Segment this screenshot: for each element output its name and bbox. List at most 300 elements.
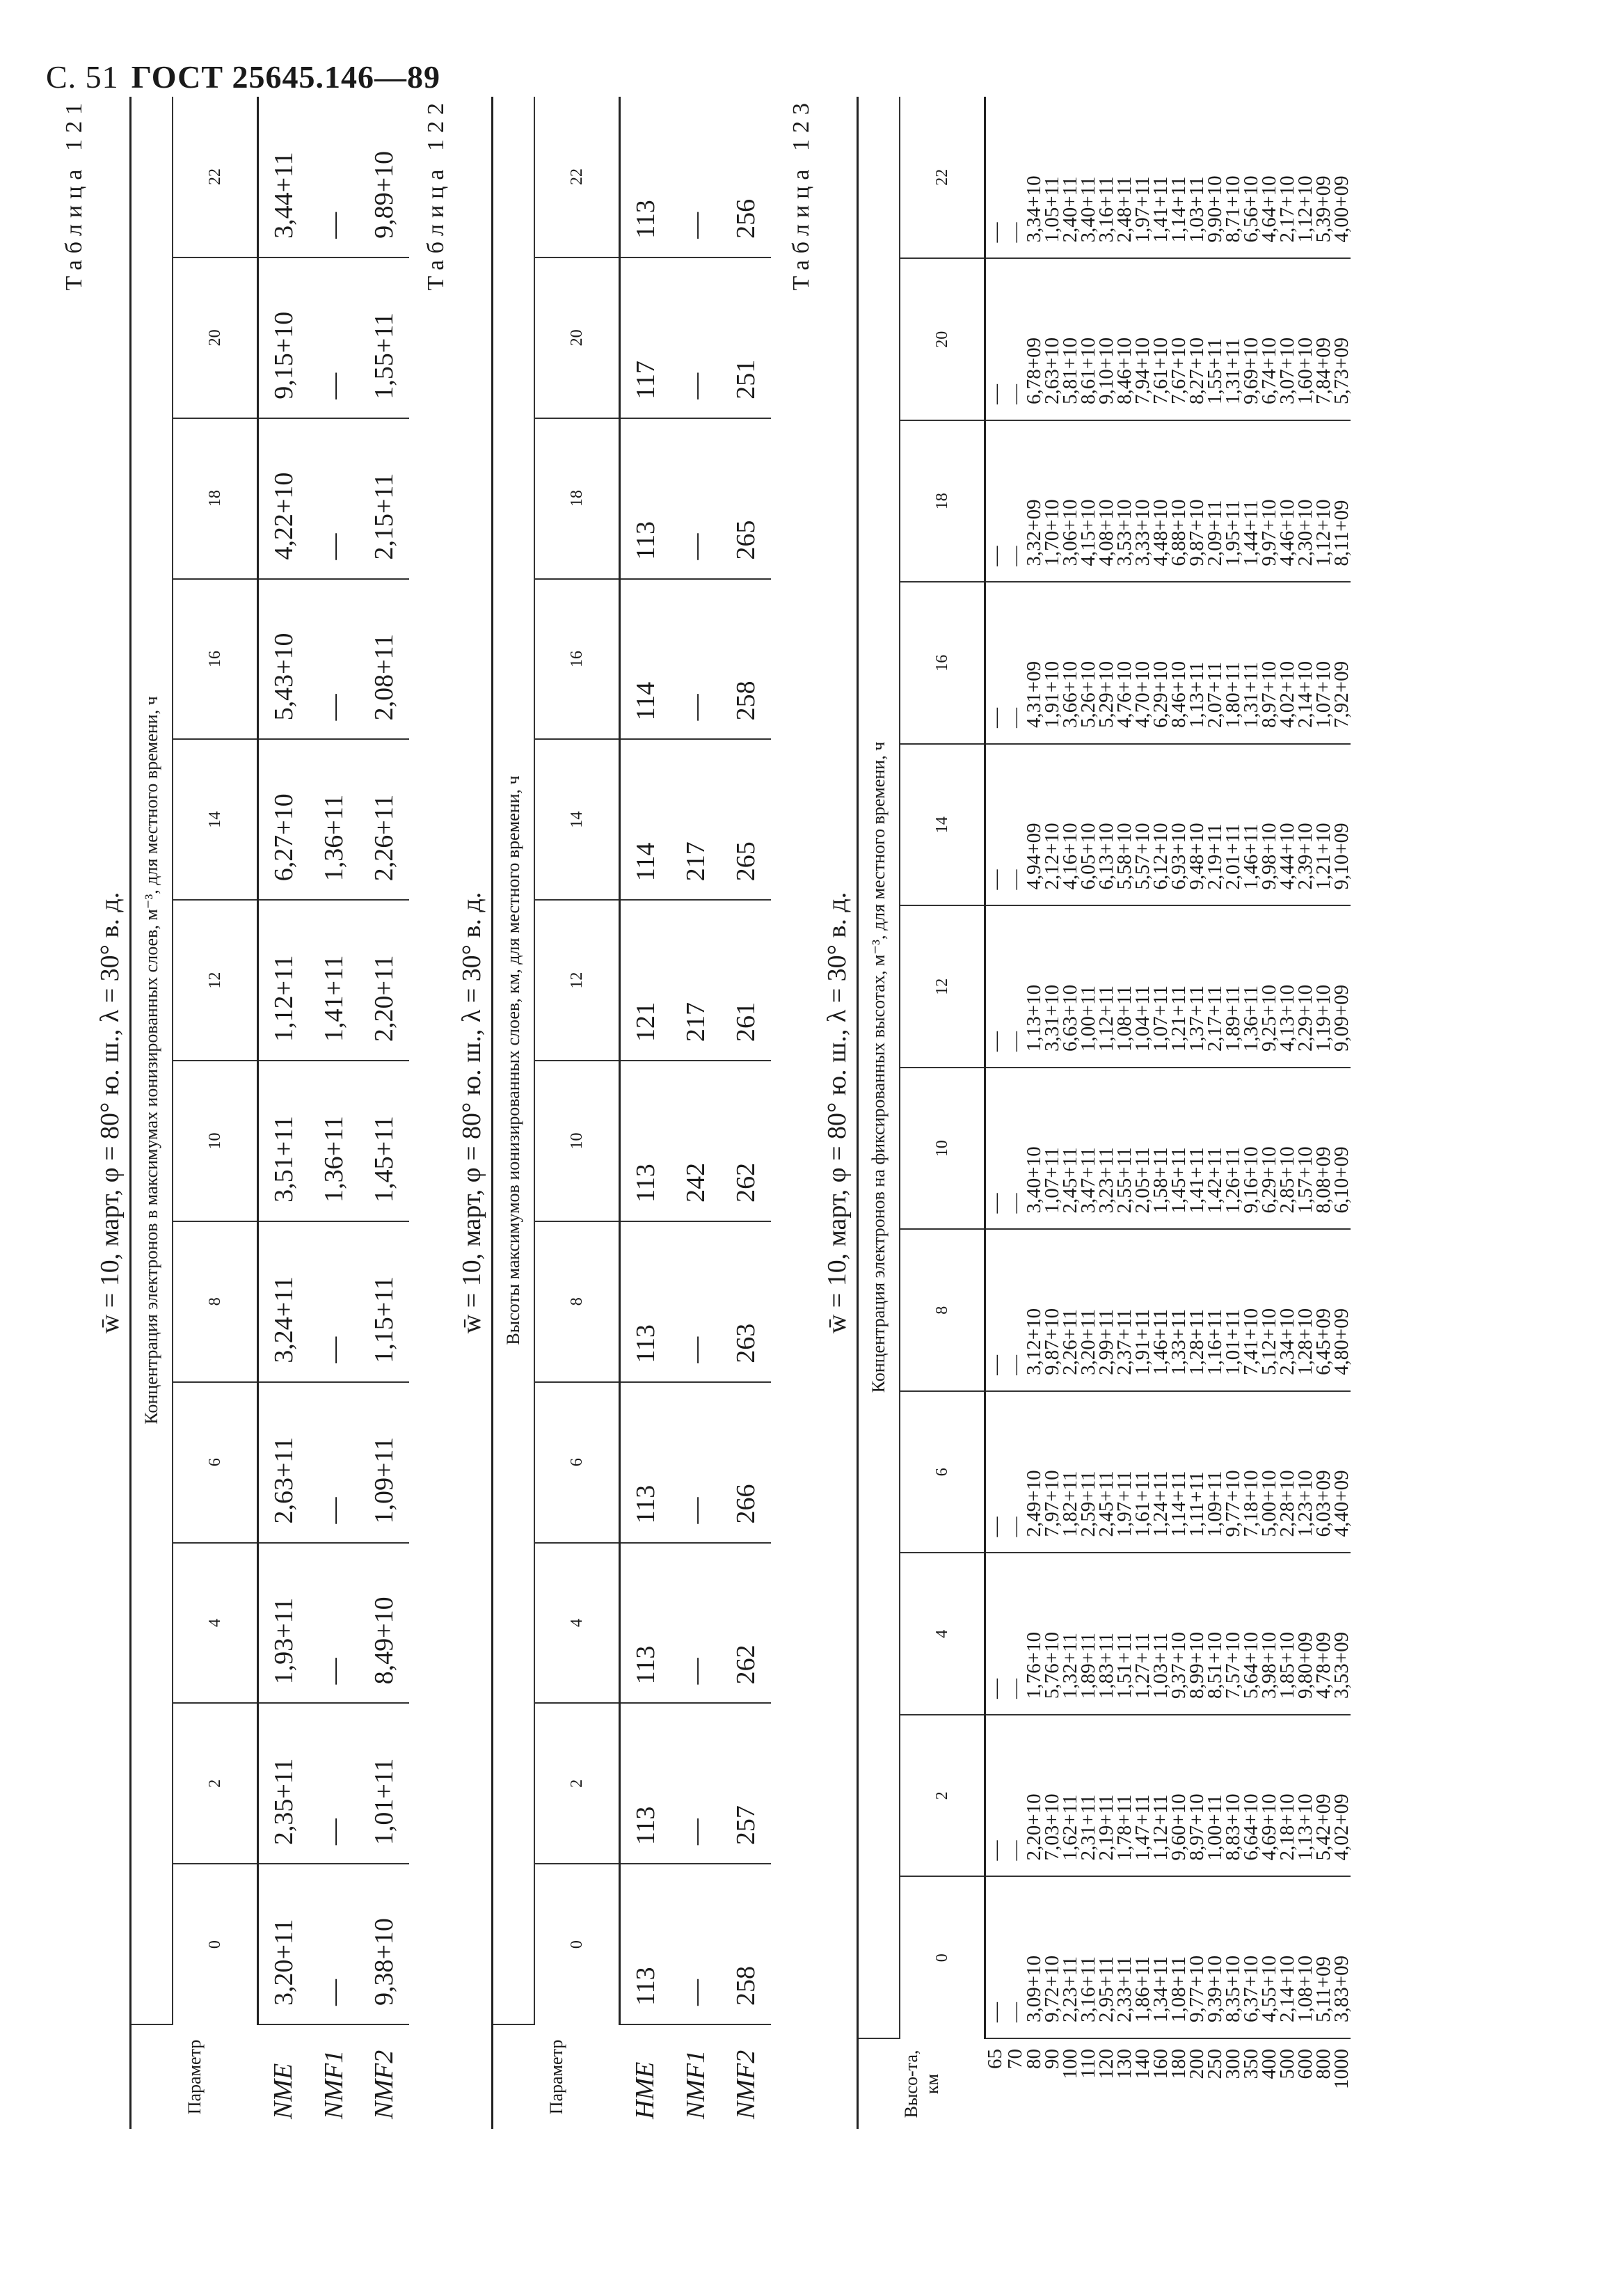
time-column-header: 14 <box>534 739 620 900</box>
row-label: 120 <box>1095 2049 1117 2079</box>
table-cell: — <box>309 257 359 418</box>
table-cell: 5,26+10 <box>1079 582 1097 745</box>
time-column-header: 14 <box>173 739 258 900</box>
table-cell: 6,88+10 <box>1170 420 1188 582</box>
table-cell: 2,01+11 <box>1224 744 1242 906</box>
table-cell: 7,94+10 <box>1133 259 1152 421</box>
table-cell: 6,78+09 <box>1025 259 1043 421</box>
time-column-header: 2 <box>173 1703 258 1864</box>
table-cell: — <box>985 1230 1006 1392</box>
table-cell: 5,29+10 <box>1097 582 1115 745</box>
table-cell: 8,49+10 <box>359 1543 409 1704</box>
row-label: 100 <box>1059 2049 1081 2079</box>
table-cell: 2,05+11 <box>1133 1068 1152 1230</box>
table-title: w̄ = 10, март, φ = 80° ю. ш., λ = 30° в. д. <box>457 891 486 1334</box>
table-cell: 3,40+11 <box>1079 97 1097 259</box>
table-cell: 9,87+10 <box>1188 420 1206 582</box>
table-cell: 8,97+10 <box>1188 1715 1206 1877</box>
table-cell: 1,97+11 <box>1133 97 1152 259</box>
row-label: 140 <box>1131 2049 1154 2079</box>
time-column-header: 16 <box>534 579 620 740</box>
table-cell: 4,02+09 <box>1332 1715 1351 1877</box>
table-cell: 1,55+11 <box>359 257 409 418</box>
table-cell: 1,05+11 <box>1043 97 1061 259</box>
time-column-header: 20 <box>534 257 620 418</box>
table-cell: 4,08+10 <box>1097 420 1115 582</box>
table-cell: 1,33+11 <box>1170 1230 1188 1392</box>
table-cell: 7,61+10 <box>1152 259 1170 421</box>
table-cell: — <box>309 579 359 740</box>
table-cell: 3,98+10 <box>1260 1553 1278 1715</box>
table-cell: — <box>1005 259 1025 421</box>
table-cell: 5,12+10 <box>1260 1230 1278 1392</box>
table-cell: 262 <box>721 1061 771 1221</box>
table-cell: 9,80+09 <box>1296 1553 1314 1715</box>
table-cell: — <box>985 744 1006 906</box>
table-cell: 9,72+10 <box>1043 1877 1061 2039</box>
table-cell: 9,90+10 <box>1206 97 1224 259</box>
table-cell: 5,00+10 <box>1260 1391 1278 1553</box>
table-cell: 4,55+10 <box>1260 1877 1278 2039</box>
table-cell: 8,61+10 <box>1079 259 1097 421</box>
table-cell: 5,64+10 <box>1242 1553 1260 1715</box>
table-cell: 2,34+10 <box>1278 1230 1296 1392</box>
table-cell: 9,10+09 <box>1332 744 1351 906</box>
table-cell: 2,12+10 <box>1043 744 1061 906</box>
table-cell: 1,91+11 <box>1133 1230 1152 1392</box>
time-column-header: 6 <box>173 1382 258 1543</box>
table-cell: — <box>671 418 721 579</box>
table-cell: 5,57+10 <box>1133 744 1152 906</box>
table-cell: 1,21+11 <box>1170 906 1188 1068</box>
table-cell: 3,20+11 <box>258 1864 310 2024</box>
table-cell: 5,42+09 <box>1314 1715 1332 1877</box>
table-cell: — <box>671 1382 721 1543</box>
table-cell: 1,11+11 <box>1188 1391 1206 1553</box>
table-cell: 9,97+10 <box>1260 420 1278 582</box>
table-cell: 1,46+11 <box>1152 1230 1170 1392</box>
table-cell: 3,06+10 <box>1061 420 1079 582</box>
table-cell: 7,97+10 <box>1043 1391 1061 1553</box>
table-cell: 8,08+09 <box>1314 1068 1332 1230</box>
table-cell: 251 <box>721 257 771 418</box>
table-cell: 1,07+10 <box>1314 582 1332 745</box>
table-cell: 1,14+11 <box>1170 1391 1188 1553</box>
table-cell: — <box>309 1543 359 1704</box>
table-cell: 2,15+11 <box>359 418 409 579</box>
table-cell: 8,71+10 <box>1224 97 1242 259</box>
table-cell: 265 <box>721 418 771 579</box>
table-cell: 2,59+11 <box>1079 1391 1097 1553</box>
table-cell: 1,28+10 <box>1296 1230 1314 1392</box>
table-cell: 1,36+11 <box>309 739 359 900</box>
data-table <box>857 97 1351 2129</box>
time-column-header: 16 <box>900 582 985 745</box>
table-cell: 1,36+11 <box>309 1061 359 1221</box>
time-column-header: 12 <box>534 900 620 1061</box>
table-cell: — <box>985 420 1006 582</box>
table-cell: 113 <box>620 418 671 579</box>
table-cell: — <box>985 1391 1006 1553</box>
row-label: 110 <box>1077 2049 1099 2079</box>
time-column-header: 18 <box>173 418 258 579</box>
table-cell: 1,07+11 <box>1152 906 1170 1068</box>
table-cell: 1,16+11 <box>1206 1230 1224 1392</box>
table-cell: 7,03+10 <box>1043 1715 1061 1877</box>
row-label: 90 <box>1041 2049 1063 2069</box>
table-cell: 6,10+09 <box>1332 1068 1351 1230</box>
table-cell: 113 <box>620 1061 671 1221</box>
time-column-header: 14 <box>900 744 985 906</box>
table-cell: 3,12+10 <box>1025 1230 1043 1392</box>
table-cell: 3,53+10 <box>1115 420 1133 582</box>
table-cell: 9,87+10 <box>1043 1230 1061 1392</box>
table-cell: 5,39+09 <box>1314 97 1332 259</box>
time-column-header: 4 <box>534 1543 620 1704</box>
time-column-header: 4 <box>173 1543 258 1704</box>
table-cell: 2,19+11 <box>1206 744 1224 906</box>
table-cell: 4,13+10 <box>1278 906 1296 1068</box>
table-cell: 6,03+09 <box>1314 1391 1332 1553</box>
table-cell: 3,16+11 <box>1079 1877 1097 2039</box>
table-cell: 263 <box>721 1221 771 1382</box>
table-cell: 261 <box>721 900 771 1061</box>
table-cell: 113 <box>620 1864 671 2024</box>
table-cell: 3,24+11 <box>258 1221 310 1382</box>
table-cell: 2,20+10 <box>1025 1715 1043 1877</box>
table-cell: 1,70+10 <box>1043 420 1061 582</box>
time-column-header: 20 <box>900 259 985 421</box>
table-cell: 1,00+11 <box>1206 1715 1224 1877</box>
table-row <box>671 97 721 2129</box>
table-cell: 2,09+11 <box>1206 420 1224 582</box>
table-cell: 1,31+11 <box>1224 259 1242 421</box>
table-cell: 1,97+11 <box>1115 1391 1133 1553</box>
standard-title: ГОСТ 25645.146—89 <box>131 59 441 95</box>
time-column-header: 16 <box>173 579 258 740</box>
table-cell: 257 <box>721 1703 771 1864</box>
table-cell: — <box>671 97 721 257</box>
table-cell: 1,91+10 <box>1043 582 1061 745</box>
table-cell: 6,12+10 <box>1152 744 1170 906</box>
table-cell: 9,69+10 <box>1242 259 1260 421</box>
table-cell: 5,11+09 <box>1314 1877 1332 2039</box>
table-cell: 3,32+09 <box>1025 420 1043 582</box>
table-cell: 6,63+10 <box>1061 906 1079 1068</box>
table-cell: 262 <box>721 1543 771 1704</box>
table-cell: 6,74+10 <box>1260 259 1278 421</box>
table-row <box>985 97 1006 2129</box>
table-cell: 5,81+10 <box>1061 259 1079 421</box>
row-label: HME <box>630 2061 660 2119</box>
table-cell: 2,30+10 <box>1296 420 1314 582</box>
table-cell: 9,60+10 <box>1170 1715 1188 1877</box>
table-cell: 113 <box>620 1543 671 1704</box>
table-cell: 8,99+10 <box>1188 1553 1206 1715</box>
table-cell: 113 <box>620 1703 671 1864</box>
table-cell: 7,84+09 <box>1314 259 1332 421</box>
table-cell: 2,18+10 <box>1278 1715 1296 1877</box>
table-cell: 3,23+11 <box>1097 1068 1115 1230</box>
table-cell: 9,16+10 <box>1242 1068 1260 1230</box>
table-cell: 2,63+11 <box>258 1382 310 1543</box>
table-cell: 6,37+10 <box>1242 1877 1260 2039</box>
table-cell: 114 <box>620 579 671 740</box>
table-cell: — <box>671 1221 721 1382</box>
table-cell: — <box>985 906 1006 1068</box>
table-cell: — <box>1005 906 1025 1068</box>
table-cell: 1,01+11 <box>1224 1230 1242 1392</box>
row-label: NMF1 <box>319 2050 349 2119</box>
table-cell: 4,15+10 <box>1079 420 1097 582</box>
table-cell: — <box>1005 1877 1025 2039</box>
table-cell: 3,51+11 <box>258 1061 310 1221</box>
table-cell: 1,12+10 <box>1314 420 1332 582</box>
table-cell: 5,43+10 <box>258 579 310 740</box>
table-cell: 2,45+11 <box>1097 1391 1115 1553</box>
table-cell: 265 <box>721 739 771 900</box>
table-cell: 2,29+10 <box>1296 906 1314 1068</box>
page-number: С. 51 <box>46 59 119 95</box>
row-label: 600 <box>1294 2049 1316 2079</box>
time-column-header: 10 <box>173 1061 258 1221</box>
table-cell: 113 <box>620 97 671 257</box>
table-cell: 1,03+11 <box>1152 1553 1170 1715</box>
table-cell: 2,17+11 <box>1206 906 1224 1068</box>
table-cell: 9,15+10 <box>258 257 310 418</box>
table-cell: 217 <box>671 900 721 1061</box>
table-cell: 1,09+11 <box>1206 1391 1224 1553</box>
group-header: Концентрация электронов на фиксированных высотах, м⁻³, для местного времени, ч <box>858 97 900 2038</box>
table-cell: 1,76+10 <box>1025 1553 1043 1715</box>
table-cell: 1,28+11 <box>1188 1230 1206 1392</box>
table-cell: 4,70+10 <box>1133 582 1152 745</box>
table-cell: 1,85+10 <box>1278 1553 1296 1715</box>
table-cell: 3,20+11 <box>1079 1230 1097 1392</box>
table-cell: — <box>985 582 1006 745</box>
row-label: 130 <box>1113 2049 1136 2079</box>
table-cell: 4,16+10 <box>1061 744 1079 906</box>
table-cell: 1,31+11 <box>1242 582 1260 745</box>
table-cell: 2,19+11 <box>1097 1715 1115 1877</box>
table-cell: 242 <box>671 1061 721 1221</box>
table-cell: 1,23+10 <box>1296 1391 1314 1553</box>
table-cell: 1,42+11 <box>1206 1068 1224 1230</box>
time-column-header: 0 <box>900 1877 985 2039</box>
table-cell: — <box>985 1068 1006 1230</box>
table-cell: 1,32+11 <box>1061 1553 1079 1715</box>
table-cell: 9,10+10 <box>1097 259 1115 421</box>
table-cell: 5,58+10 <box>1115 744 1133 906</box>
table-cell: 2,85+10 <box>1278 1068 1296 1230</box>
time-column-header: 10 <box>900 1068 985 1230</box>
table-cell: 7,41+10 <box>1242 1230 1260 1392</box>
param-header: Параметр <box>131 2024 258 2129</box>
table-cell: 4,40+09 <box>1332 1391 1351 1553</box>
param-header: Высо-та, км <box>858 2038 985 2129</box>
table-cell: 6,93+10 <box>1170 744 1188 906</box>
table-cell: — <box>671 1864 721 2024</box>
time-column-header: 0 <box>534 1864 620 2024</box>
table-cell: 8,35+10 <box>1224 1877 1242 2039</box>
table-cell: 9,25+10 <box>1260 906 1278 1068</box>
table-cell: 1,19+10 <box>1314 906 1332 1068</box>
table-cell: 9,89+10 <box>359 97 409 257</box>
table-cell: 258 <box>721 1864 771 2024</box>
row-label: NME <box>269 2063 298 2119</box>
table-cell: — <box>309 1864 359 2024</box>
table-cell: 1,57+10 <box>1296 1068 1314 1230</box>
table-cell: 1,78+11 <box>1115 1715 1133 1877</box>
table-cell: 2,20+11 <box>359 900 409 1061</box>
time-column-header: 20 <box>173 257 258 418</box>
table-cell: — <box>1005 1715 1025 1877</box>
table-cell: 1,62+11 <box>1061 1715 1079 1877</box>
table-cell: 2,37+11 <box>1115 1230 1133 1392</box>
table-cell: 8,11+09 <box>1332 420 1351 582</box>
table-cell: 2,23+11 <box>1061 1877 1079 2039</box>
table-cell: 121 <box>620 900 671 1061</box>
table-cell: 1,13+10 <box>1296 1715 1314 1877</box>
table-cell: 1,12+10 <box>1296 97 1314 259</box>
time-column-header: 22 <box>173 97 258 257</box>
table-cell: 1,04+11 <box>1133 906 1152 1068</box>
table-cell: 1,08+11 <box>1115 906 1133 1068</box>
table-cell: — <box>1005 97 1025 259</box>
table-cell: 4,76+10 <box>1115 582 1133 745</box>
table-cell: 3,44+11 <box>258 97 310 257</box>
table-cell: — <box>309 418 359 579</box>
table-cell: — <box>1005 1553 1025 1715</box>
table-cell: — <box>1005 582 1025 745</box>
table-cell: — <box>1005 1068 1025 1230</box>
time-column-header: 2 <box>900 1715 985 1877</box>
table-cell: 4,46+10 <box>1278 420 1296 582</box>
row-label: 80 <box>1023 2049 1045 2069</box>
table-cell: — <box>1005 1391 1025 1553</box>
table-cell: 3,83+09 <box>1332 1877 1351 2039</box>
table-cell: 4,48+10 <box>1152 420 1170 582</box>
table-cell: 2,63+10 <box>1043 259 1061 421</box>
table-cell: — <box>1005 1230 1025 1392</box>
table-cell: 1,13+11 <box>1188 582 1206 745</box>
table-cell: 266 <box>721 1382 771 1543</box>
table-cell: — <box>1005 420 1025 582</box>
table-cell: 2,31+11 <box>1079 1715 1097 1877</box>
table-cell: 1,80+11 <box>1224 582 1242 745</box>
table-cell: 113 <box>620 1382 671 1543</box>
table-cell: 4,78+09 <box>1314 1553 1332 1715</box>
row-label: 65 <box>984 2049 1007 2069</box>
table-cell: — <box>985 1877 1006 2039</box>
table-cell: 2,45+11 <box>1061 1068 1079 1230</box>
table-cell: — <box>671 1543 721 1704</box>
table-cell: 9,77+10 <box>1224 1391 1242 1553</box>
table-cell: 258 <box>721 579 771 740</box>
row-label: 180 <box>1168 2049 1190 2079</box>
row-label: 250 <box>1204 2049 1226 2079</box>
table-cell: 9,38+10 <box>359 1864 409 2024</box>
table-row <box>1332 97 1351 2129</box>
table-cell: — <box>671 579 721 740</box>
table-cell: 2,26+11 <box>359 739 409 900</box>
table-cell: 1,41+11 <box>1152 97 1170 259</box>
row-label: 350 <box>1240 2049 1262 2079</box>
table-cell: 1,51+11 <box>1115 1553 1133 1715</box>
time-column-header: 4 <box>900 1553 985 1715</box>
table-cell: 6,29+10 <box>1152 582 1170 745</box>
table-cell: 2,40+11 <box>1061 97 1079 259</box>
table-cell: 9,37+10 <box>1170 1553 1188 1715</box>
table-cell: 1,08+11 <box>1170 1877 1188 2039</box>
table-number: Таблица 122 <box>423 97 449 291</box>
table-cell: 1,01+11 <box>359 1703 409 1864</box>
table-cell: 7,18+10 <box>1242 1391 1260 1553</box>
table-cell: 1,03+11 <box>1188 97 1206 259</box>
table-cell: 2,48+11 <box>1115 97 1133 259</box>
table-number: Таблица 121 <box>61 97 87 291</box>
table-row <box>359 97 409 2129</box>
time-column-header: 2 <box>534 1703 620 1864</box>
row-label: 300 <box>1222 2049 1244 2079</box>
row-label: 1000 <box>1330 2049 1353 2089</box>
time-column-header: 22 <box>534 97 620 257</box>
table-cell: 8,27+10 <box>1188 259 1206 421</box>
table-cell: 3,34+10 <box>1025 97 1043 259</box>
table-cell: 3,31+10 <box>1043 906 1061 1068</box>
row-label: 400 <box>1258 2049 1280 2079</box>
table-cell: — <box>1005 744 1025 906</box>
time-column-header: 6 <box>900 1391 985 1553</box>
table-cell: 2,39+10 <box>1296 744 1314 906</box>
table-cell: 1,61+11 <box>1133 1391 1152 1553</box>
table-cell: 8,46+10 <box>1115 259 1133 421</box>
table-cell: — <box>985 1715 1006 1877</box>
time-column-header: 18 <box>534 418 620 579</box>
table-cell: 6,56+10 <box>1242 97 1260 259</box>
table-cell: 2,14+10 <box>1296 582 1314 745</box>
table-row <box>620 97 671 2129</box>
table-cell: 1,86+11 <box>1133 1877 1152 2039</box>
table-title: w̄ = 10, март, φ = 80° ю. ш., λ = 30° в. д. <box>822 891 852 1334</box>
row-label: 800 <box>1312 2049 1335 2079</box>
table-cell: 4,02+10 <box>1278 582 1296 745</box>
table-cell: 4,94+09 <box>1025 744 1043 906</box>
table-cell: 3,07+10 <box>1278 259 1296 421</box>
data-table <box>129 97 409 2129</box>
table-cell: — <box>309 1703 359 1864</box>
table-cell: 1,83+11 <box>1097 1553 1115 1715</box>
table-cell: 114 <box>620 739 671 900</box>
group-header: Высоты максимумов ионизированных слоев, км, для местного времени, ч <box>493 97 535 2024</box>
table-cell: 1,58+11 <box>1152 1068 1170 1230</box>
table-cell: 5,76+10 <box>1043 1553 1061 1715</box>
table-cell: 7,67+10 <box>1170 259 1188 421</box>
table-cell: 1,82+11 <box>1061 1391 1079 1553</box>
table-cell: 1,34+11 <box>1152 1877 1170 2039</box>
table-cell: 1,55+11 <box>1206 259 1224 421</box>
table-cell: 2,55+11 <box>1115 1068 1133 1230</box>
table-cell: 1,09+11 <box>359 1382 409 1543</box>
table-cell: 2,95+11 <box>1097 1877 1115 2039</box>
table-cell: 1,89+11 <box>1224 906 1242 1068</box>
param-header: Параметр <box>493 2024 620 2129</box>
table-cell: — <box>309 97 359 257</box>
row-label: NMF2 <box>369 2050 399 2119</box>
table-cell: 1,21+10 <box>1314 744 1332 906</box>
table-cell: 4,64+10 <box>1260 97 1278 259</box>
table-cell: 256 <box>721 97 771 257</box>
